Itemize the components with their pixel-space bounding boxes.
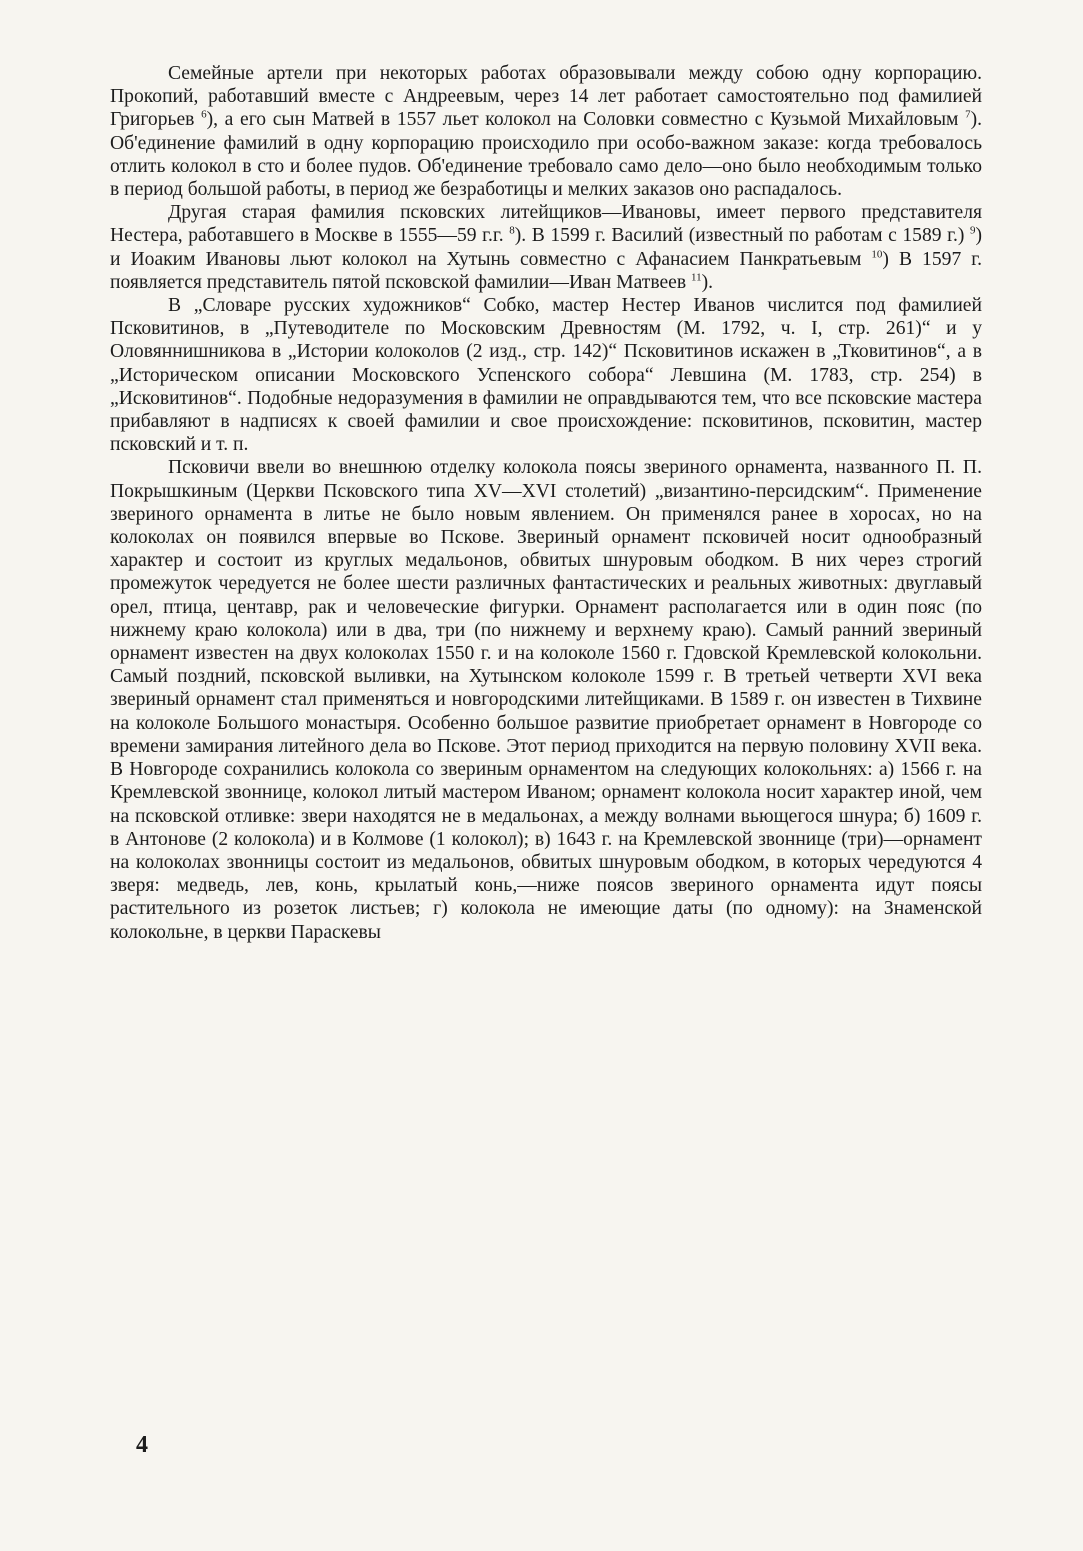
text-run: ). Об'единение фамилий в одну корпорацию происходило при особо-важном заказе: когда требовалось отлить колокол в сто и более пудов. Об'единение требовало само дело—оно было необходимым только в период большой работы, в период же безработицы и мелких заказов оно распадалось.	[110, 109, 982, 201]
footnote-marker: 6	[201, 108, 207, 121]
paragraph	[110, 201, 982, 294]
footnote-marker: 8	[509, 224, 515, 237]
footnote-marker: 7	[965, 108, 971, 121]
page-number: 4	[136, 1432, 148, 1458]
text-run: Семейные артели при некоторых работах образовывали между собою одну корпорацию. Прокопий, работавший вместе с Андреевым, через 14 лет работает самостоятельно под фамилией Григорьев	[110, 63, 982, 131]
text-run: ).	[701, 271, 714, 293]
text-run: ). В 1599 г. Василий (известный по работам с 1589 г.)	[514, 225, 970, 247]
footnote-marker: 11	[691, 271, 702, 284]
text-run: В „Словаре русских художников“ Собко, мастер Нестер Иванов числится под фамилией Псковитинов, в „Путеводителе по Московским Древностям (М. 1792, ч. I, стр. 261)“ и у Оловяннишникова в „Истории колоколов (2 изд., стр. 142)“ Псковитинов искажен в „Тковитинов“, а в „Историческом описании Московского Успенского собора“ Левшина (М. 1783, стр. 254) в „Исковитинов“. Подобные недоразумения в фамилии не оправдываются тем, что все псковские мастера прибавляют в надписях к своей фамилии и свое происхождение: псковитинов, псковитин, мастер псковский и т. п.	[110, 295, 982, 456]
paragraph	[110, 294, 982, 456]
footnote-marker: 9	[969, 224, 976, 237]
text-run: Другая старая фамилия псковских литейщиков—Ивановы, имеет первого представителя Нестера, работавшего в Москве в 1555—59 г.г.	[110, 202, 982, 247]
text-run: Псковичи ввели во внешнюю отделку колокола поясы звериного орнамента, названного П. П. Покрышкиным (Церкви Псковского типа XV—XVI столетий) „византино-персидским“. Применение звериного орнамента в литье не было новым явлением. Он применялся ранее в хоросах, но на колоколах он появился впервые во Пскове. Звериный орнамент псковичей носит однообразный характер и состоит из круглых медальонов, обвитых шнуровым ободком. В них через строгий промежуток чередуется не более шести различных фантастических и реальных животных: двуглавый орел, птица, центавр, рак и человеческие фигурки. Орнамент располагается или в один пояс (по нижнему краю колокола) или в два, три (по нижнему и верхнему краю). Самый ранний звериный орнамент известен на двух колоколах 1550 г. и на колоколе 1560 г. Гдовской Кремлевской колокольни. Самый поздний, псковской выливки, на Хутынском колоколе 1599 г. В третьей четверти XVI века звериный орнамент стал применяться и новгородскими литейщиками. В 1589 г. он известен в Тихвине на колоколе Большого монастыря. Особенно большое развитие приобретает орнамент в Новгороде со времени замирания литейного дела во Пскове. Этот период приходится на первую половину XVII века. В Новгороде сохранились колокола со звериным орнаментом на следующих колокольнях: а) 1566 г. на Кремлевской звоннице, колокол литый мастером Иваном; орнамент колокола носит характер иной, чем на псковской отливке: звери находятся не в медальонах, а между волнами вьющегося шнура; б) 1609 г. в Антонове (2 колокола) и в Колмове (1 колокол); в) 1643 г. на Кремлевской звоннице (три)—орнамент на колоколах звонницы состоит из медальонов, обвитых шнуровым ободком, в которых чередуются 4 зверя: медведь, лев, конь, крылатый конь,—ниже поясов звериного орнамента идут поясы растительного из розеток листьев; г) колокола не имеющие даты (по одному): на Знаменской колокольне, в церкви Параскевы	[110, 457, 982, 943]
text-run: ) В 1597 г. появляется представитель пятой псковской фамилии—Иван Матвеев	[110, 248, 982, 293]
text-run: ), а его сын Матвей в 1557 льет колокол на Соловки совместно с Кузьмой Михайловым	[206, 109, 966, 131]
text-run: ) и Иоаким Ивановы льют колокол на Хутынь совместно с Афанасием Панкратьевым	[110, 225, 982, 270]
footnote-marker: 10	[871, 248, 883, 261]
paragraph	[110, 62, 982, 201]
body-text	[110, 62, 982, 944]
paragraph	[110, 456, 982, 943]
